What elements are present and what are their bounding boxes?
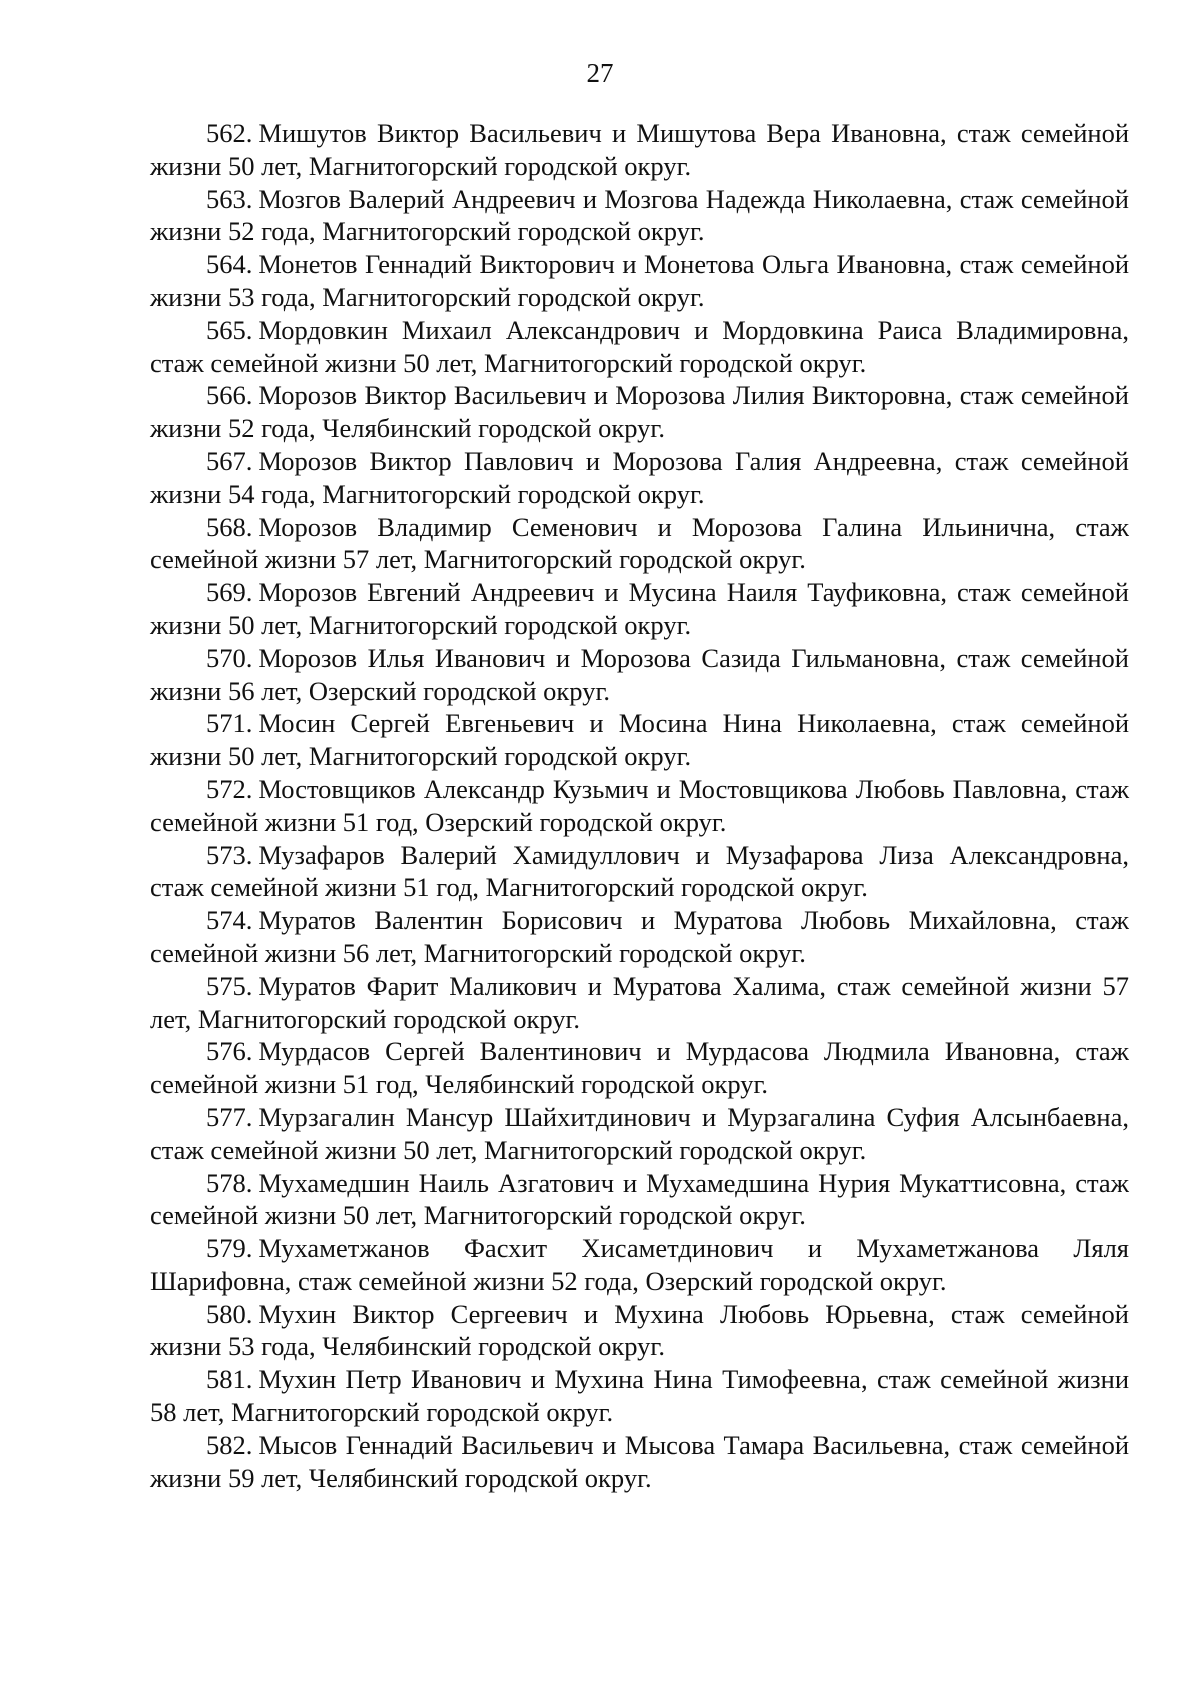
list-item bbox=[150, 904, 1129, 970]
list-item bbox=[150, 183, 1129, 249]
entry-text: Музафаров Валерий Хамидуллович и Музафарова Лиза Александровна, стаж семейной жизни 51 год, Магнитогорский городской округ. bbox=[150, 839, 1129, 903]
entry-number: 580. bbox=[206, 1298, 253, 1329]
list-item bbox=[150, 314, 1129, 380]
entry-number: 582. bbox=[206, 1429, 253, 1460]
entry-text: Мухин Петр Иванович и Мухина Нина Тимофеевна, стаж семейной жизни 58 лет, Магнитогорский городской округ. bbox=[150, 1364, 1129, 1428]
entry-number: 569. bbox=[206, 577, 253, 608]
list-item bbox=[150, 1167, 1129, 1233]
entry-text: Мозгов Валерий Андреевич и Мозгова Надежда Николаевна, стаж семейной жизни 52 года, Магнитогорский городской округ. bbox=[150, 183, 1129, 247]
list-item bbox=[150, 839, 1129, 905]
list-item bbox=[150, 1363, 1129, 1429]
entry-text: Морозов Владимир Семенович и Морозова Галина Ильинична, стаж семейной жизни 57 лет, Магнитогорский городской округ. bbox=[150, 511, 1129, 575]
list-item bbox=[150, 117, 1129, 183]
list-item bbox=[150, 1298, 1129, 1364]
list-item bbox=[150, 773, 1129, 839]
list-item bbox=[150, 248, 1129, 314]
entry-number: 574. bbox=[206, 905, 253, 936]
entry-text: Морозов Виктор Павлович и Морозова Галия Андреевна, стаж семейной жизни 54 года, Магнитогорский городской округ. bbox=[150, 445, 1129, 509]
entry-number: 576. bbox=[206, 1036, 253, 1067]
entry-number: 568. bbox=[206, 511, 253, 542]
entry-text: Мухамедшин Наиль Азгатович и Мухамедшина Нурия Мукаттисовна, стаж семейной жизни 50 лет, Магнитогорский городской округ. bbox=[150, 1167, 1129, 1231]
list-item bbox=[150, 1232, 1129, 1298]
entry-text: Мишутов Виктор Васильевич и Мишутова Вера Ивановна, стаж семейной жизни 50 лет, Магнитогорский городской округ. bbox=[150, 118, 1129, 181]
entry-text: Морозов Илья Иванович и Морозова Сазида Гильмановна, стаж семейной жизни 56 лет, Озерский городской округ. bbox=[150, 642, 1129, 706]
entry-number: 573. bbox=[206, 839, 253, 870]
entry-number: 566. bbox=[206, 380, 253, 411]
entry-text: Мордовкин Михаил Александрович и Мордовкина Раиса Владимировна, стаж семейной жизни 50 лет, Магнитогорский городской округ. bbox=[150, 314, 1129, 378]
list-item bbox=[150, 445, 1129, 511]
list-item bbox=[150, 576, 1129, 642]
entry-number: 567. bbox=[206, 445, 253, 476]
list-item bbox=[150, 1101, 1129, 1167]
list-item bbox=[150, 1429, 1129, 1495]
entry-text: Мостовщиков Александр Кузьмич и Мостовщикова Любовь Павловна, стаж семейной жизни 51 год, Озерский городской округ. bbox=[150, 773, 1129, 837]
entry-text: Монетов Геннадий Викторович и Монетова Ольга Ивановна, стаж семейной жизни 53 года, Магнитогорский городской округ. bbox=[150, 249, 1129, 312]
list-item bbox=[150, 1035, 1129, 1101]
entry-number: 570. bbox=[206, 642, 253, 673]
entry-number: 575. bbox=[206, 970, 253, 1001]
entry-text: Морозов Евгений Андреевич и Мусина Наиля Тауфиковна, стаж семейной жизни 50 лет, Магнитогорский городской округ. bbox=[150, 577, 1129, 640]
entry-number: 572. bbox=[206, 773, 253, 804]
entry-number: 563. bbox=[206, 183, 253, 214]
entry-number: 578. bbox=[206, 1167, 253, 1198]
entry-number: 564. bbox=[206, 249, 253, 280]
entry-number: 565. bbox=[206, 314, 253, 345]
entry-number: 571. bbox=[206, 708, 253, 739]
entry-text: Муратов Фарит Маликович и Муратова Халима, стаж семейной жизни 57 лет, Магнитогорский городской округ. bbox=[150, 970, 1129, 1034]
list-item bbox=[150, 511, 1129, 577]
entry-number: 579. bbox=[206, 1233, 253, 1264]
entry-text: Мухаметжанов Фасхит Хисаметдинович и Мухаметжанова Ляля Шарифовна, стаж семейной жизни 52 года, Озерский городской округ. bbox=[150, 1233, 1129, 1296]
entry-text: Мосин Сергей Евгеньевич и Мосина Нина Николаевна, стаж семейной жизни 50 лет, Магнитогорский городской округ. bbox=[150, 708, 1129, 772]
entry-text: Мухин Виктор Сергеевич и Мухина Любовь Юрьевна, стаж семейной жизни 53 года, Челябинский городской округ. bbox=[150, 1298, 1129, 1362]
entry-text: Мурдасов Сергей Валентинович и Мурдасова Людмила Ивановна, стаж семейной жизни 51 год, Челябинский городской округ. bbox=[150, 1036, 1129, 1100]
list-item bbox=[150, 970, 1129, 1036]
list-item bbox=[150, 642, 1129, 708]
entry-number: 581. bbox=[206, 1364, 253, 1395]
page-number: 27 bbox=[586, 58, 614, 88]
entry-text: Мурзагалин Мансур Шайхитдинович и Мурзагалина Суфия Алсынбаевна, стаж семейной жизни 50 лет, Магнитогорский городской округ. bbox=[150, 1101, 1129, 1165]
entry-list bbox=[150, 117, 1129, 1494]
entry-number: 577. bbox=[206, 1101, 253, 1132]
list-item bbox=[150, 379, 1129, 445]
entry-text: Муратов Валентин Борисович и Муратова Любовь Михайловна, стаж семейной жизни 56 лет, Магнитогорский городской округ. bbox=[150, 905, 1129, 968]
entry-text: Мысов Геннадий Васильевич и Мысова Тамара Васильевна, стаж семейной жизни 59 лет, Челябинский городской округ. bbox=[150, 1429, 1129, 1493]
entry-text: Морозов Виктор Васильевич и Морозова Лилия Викторовна, стаж семейной жизни 52 года, Челябинский городской округ. bbox=[150, 380, 1129, 444]
list-item bbox=[150, 707, 1129, 773]
entry-number: 562. bbox=[206, 118, 253, 148]
